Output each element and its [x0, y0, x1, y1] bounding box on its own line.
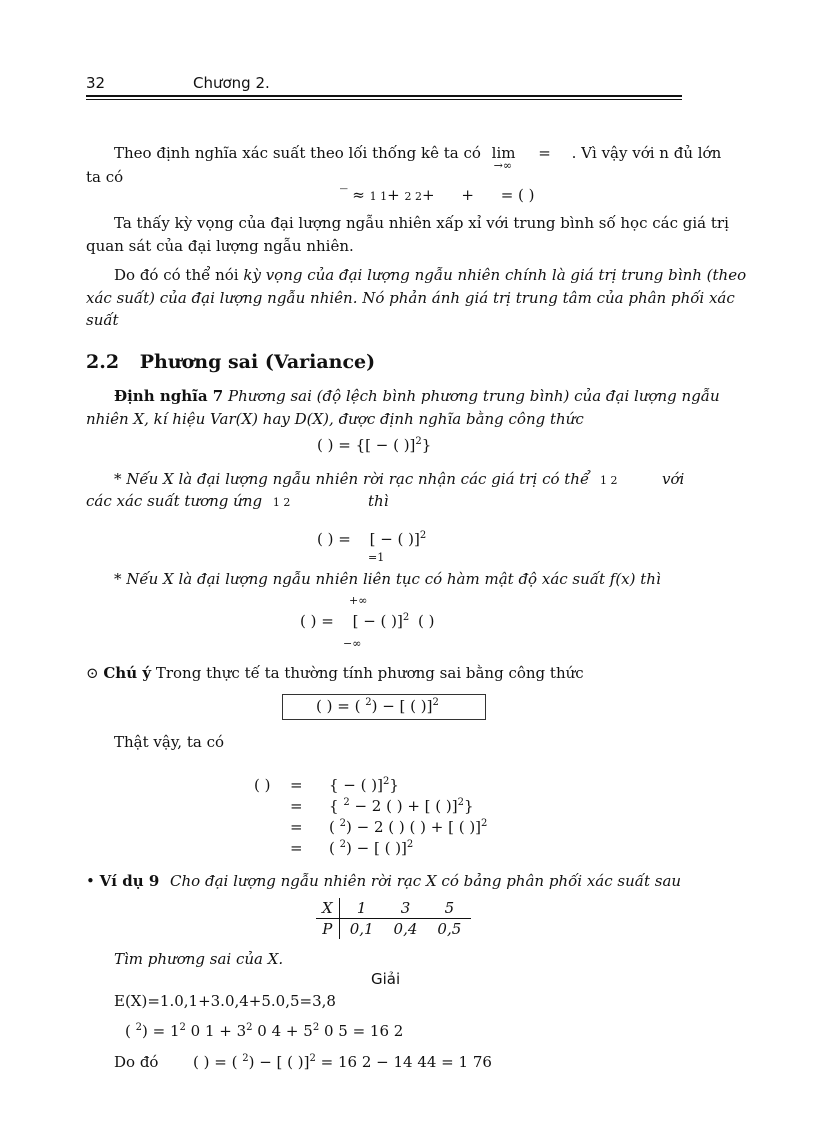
- table-header-p: P: [316, 919, 339, 940]
- integral-lower: −∞: [343, 637, 362, 650]
- derivation-eq-1: =: [290, 776, 303, 794]
- chapter-title: Chương 2.: [193, 74, 270, 92]
- solution-line-3-label: Do đó: [114, 1053, 159, 1071]
- table-cell: 3: [384, 898, 428, 919]
- formula-variance-continuous: ( ) = [ − ( )]$^2$ ( ): [300, 612, 435, 630]
- solution-title: Giải: [371, 970, 401, 988]
- discrete-line-1: * Nếu X là đại lượng ngẫu nhiên rời rạc nhận các giá trị có thể 1 2: [114, 470, 618, 488]
- lim-sub: →∞: [493, 159, 513, 172]
- proof-intro: Thật vậy, ta có: [114, 733, 225, 751]
- discrete-line-2: các xác suất tương ứng 1 2: [86, 492, 291, 510]
- solution-line-3: ( ) = ( $^2$) − [ ( )]$^2$ = 16 2 − 14 44 = 1 76: [193, 1053, 492, 1071]
- formula-mean-approx: ‾ ≈ 1 1+ 2 2+ + = ( ): [340, 186, 535, 204]
- continuous-line: * Nếu X là đại lượng ngẫu nhiên liên tục có hàm mật độ xác suất f(x) thì: [114, 570, 661, 588]
- table-header-x: X: [316, 898, 339, 919]
- table-cell: 5: [427, 898, 471, 919]
- formula-variance-definition: ( ) = {[ − ( )]$^2$}: [317, 436, 432, 454]
- table-row: [316, 919, 471, 940]
- table-cell: 1: [339, 898, 383, 919]
- para-3-line-2: xác suất) của đại lượng ngẫu nhiên. Nó phản ánh giá trị trung tâm của phân phối xác: [86, 289, 735, 307]
- example-line: • Ví dụ 9 Cho đại lượng ngẫu nhiên rời rạc X có bảng phân phối xác suất sau: [86, 872, 682, 890]
- section-number: 2.2: [86, 351, 120, 373]
- bullet-icon: •: [86, 872, 95, 890]
- boxed-formula-text: ( ) = ( $^2$) − [ ( )]$^2$: [316, 697, 439, 715]
- derivation-eq-4: =: [290, 839, 303, 857]
- formula-variance-discrete: ( ) = [ − ( )]$^2$: [317, 530, 427, 548]
- discrete-line-1-end: với: [662, 470, 685, 488]
- header-rule-thin: [86, 99, 682, 100]
- derivation-eq-2: =: [290, 797, 303, 815]
- note-circle-icon: ⊙: [86, 664, 99, 682]
- integral-upper: +∞: [349, 594, 368, 607]
- formula-discrete-sub: =1: [368, 551, 385, 564]
- table-cell: 0,5: [437, 920, 462, 938]
- lim: lim: [491, 144, 516, 162]
- header-rule: [86, 95, 682, 97]
- definition-line-2: nhiên X, kí hiệu Var(X) hay D(X), được định nghĩa bằng công thức: [86, 410, 584, 428]
- derivation-lhs: ( ): [254, 776, 271, 794]
- section-heading: [86, 351, 375, 373]
- table-cell: 0,4: [393, 920, 418, 938]
- question: Tìm phương sai của X.: [114, 950, 284, 968]
- para-2-line-1: Ta thấy kỳ vọng của đại lượng ngẫu nhiên xấp xỉ với trung bình số học các giá trị: [114, 214, 729, 232]
- definition-line-1: Định nghĩa 7 Phương sai (độ lệch bình phương trung bình) của đại lượng ngẫu: [114, 387, 720, 405]
- para-1-line-2: ta có: [86, 168, 124, 186]
- derivation-line-1: { − ( )]$^2$}: [329, 776, 399, 794]
- derivation-line-3: ( $^2$) − 2 ( ) ( ) + [ ( )]$^2$: [329, 818, 488, 836]
- para-1-line-1: Theo định nghĩa xác suất theo lối thống kê ta có lim →∞ = . Vì vậy với n đủ lớn: [114, 144, 722, 172]
- discrete-line-2-end: thì: [368, 492, 389, 510]
- section-title: Phương sai (Variance): [139, 351, 376, 373]
- para-3-line-1: Do đó có thể nói kỳ vọng của đại lượng ngẫu nhiên chính là giá trị trung bình (theo: [114, 266, 747, 284]
- note-line: ⊙ Chú ý Trong thực tế ta thường tính phương sai bằng công thức: [86, 664, 584, 682]
- para-2-line-2: quan sát của đại lượng ngẫu nhiên.: [86, 237, 354, 255]
- para-3-line-3: suất: [86, 311, 119, 329]
- derivation-line-4: ( $^2$) − [ ( )]$^2$: [329, 839, 414, 857]
- derivation-eq-3: =: [290, 818, 303, 836]
- derivation-line-2: { $^2$ − 2 ( ) + [ ( )]$^2$}: [329, 797, 474, 815]
- solution-line-2: ( $^2) = 1^2$ 0 $1 + 3^2$ 0 $4 + 5^2$ 0 5 = 16 2: [125, 1022, 404, 1040]
- page-number: 32: [86, 74, 106, 92]
- solution-line-1: E(X)=1.0,1+3.0,4+5.0,5=3,8: [114, 992, 336, 1010]
- table-cell: 0,1: [349, 920, 374, 938]
- table-row: [316, 898, 471, 919]
- distribution-table: [316, 898, 471, 939]
